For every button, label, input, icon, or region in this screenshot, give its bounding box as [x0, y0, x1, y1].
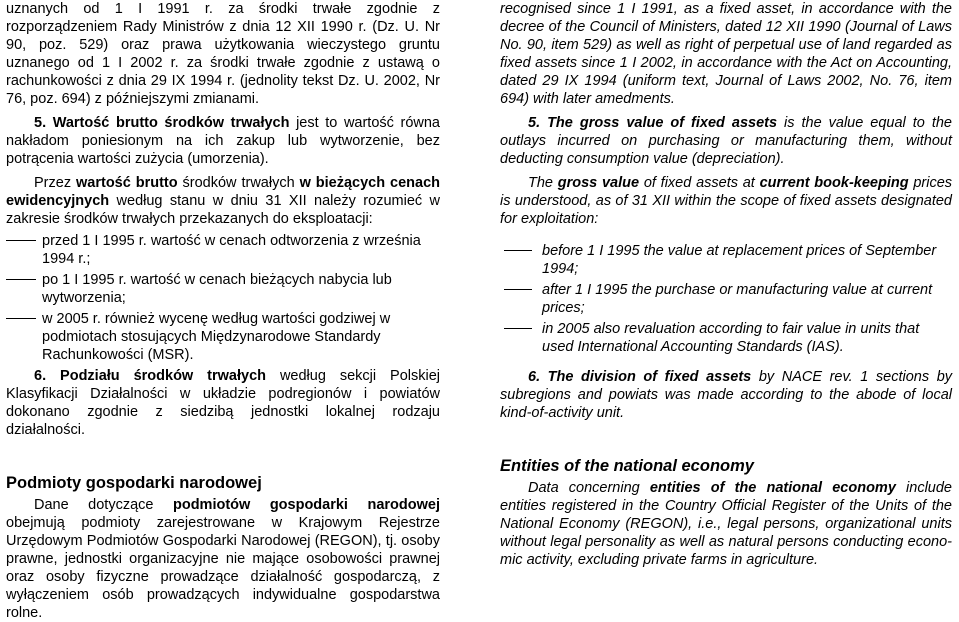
section-title-pl: Podmioty gospodarki narodowej: [6, 474, 262, 492]
gross-value-definition-en: [500, 114, 952, 168]
bold-run: podmiotów gospodarki narodowej: [172, 497, 440, 513]
gross-value-definition-pl: [6, 114, 440, 168]
list-item-text: before 1 I 1995 the value at replacement prices of September 1994;: [542, 243, 937, 277]
text-run: The: [528, 175, 558, 191]
list-item-text: after 1 I 1995 the purchase or manufacturing value at current prices;: [542, 282, 933, 316]
section-title-en: Entities of the national economy: [500, 457, 754, 475]
list-item-text: po 1 I 1995 r. wartość w cenach bieżących nabycia lub wytworzenia;: [42, 272, 392, 306]
dash-bullet: [6, 279, 36, 280]
bold-run: entities of the national economy: [649, 480, 896, 496]
text-run: środków trwałych: [177, 175, 300, 191]
division-paragraph-pl: [6, 367, 440, 439]
bold-run: current book-keeping: [759, 175, 909, 191]
dash-bullet: [504, 328, 532, 329]
text-run: Data concerning: [528, 480, 650, 496]
text-run: według sekcji Polskiej Klasyfikacji Działalności w układzie podregionów i powiatów dokonano zgodnie z siedzibą jednostki lokalnej rodzaju działalności.: [6, 368, 440, 438]
current-prices-paragraph-pl: [6, 174, 440, 228]
division-paragraph-en: [500, 368, 952, 422]
text-run: Dane dotyczące: [34, 497, 173, 513]
list-item-text: przed 1 I 1995 r. wartość w cenach odtworzenia z września 1994 r.;: [42, 233, 421, 267]
list-item-text: w 2005 r. również wycenę według wartości godziwej w podmiotach stosujących Międzynarodowe Standardy Rachunkowości (MSR).: [42, 311, 391, 363]
intro-paragraph-en: recognised since 1 I 1991, as a fixed asset, in accordance with the decree of the Council of Ministers, dated 12 XII 1990 (Journal of Laws No. 90, item 529) as well as right of perpetual use of land regarded as fixed assets since 1 I 2002, in accordance with the Act on Accounting, dated 29 IX 1994 (uniform text, Journal of Laws 2002, No. 76, item 694) with later amedments.: [500, 1, 952, 107]
english-column: [500, 0, 952, 569]
dash-bullet: [6, 318, 36, 319]
dash-bullet: [504, 250, 532, 251]
list-item: [500, 281, 952, 317]
gross-value-text-pl: jest to wartość równa nakładom poniesionym na ich zakup lub wytworzenie, bez potrącenia wartości zużycia (umorzenia).: [6, 115, 440, 167]
polish-column: [6, 0, 440, 622]
text-run: by NACE rev. 1 sections by subregions and powiats was made according to the abode of local kind-of-activity unit.: [500, 369, 953, 421]
entities-paragraph-en: [500, 479, 952, 569]
entities-paragraph-pl: [6, 496, 440, 622]
list-item: [6, 232, 440, 268]
bold-run: gross value: [557, 175, 640, 191]
text-run: obejmują podmioty zarejestrowane w Krajowym Rejestrze Urzędowym Podmiotów Gospodarki Narodowej (REGON), tj. osoby prawne, jednostki organizacyjne nie mające osobowości prawnej oraz osoby fizyczne prowadzące działalność gospodarczą, z wyłączeniem osób prowadzących indywidualne gospodarstwa rolne.: [6, 515, 440, 621]
list-item: [6, 310, 440, 364]
text-run: include entities registered in the Country Official Register of the Units of the National Economy (REGON), i.e., legal persons, organizational units without legal personality as well as natural persons conducting econo-mic activity, excluding private farms in agriculture.: [500, 480, 952, 568]
text-run: według stanu w dniu 31 XII należy rozumieć w zakresie środków trwałych przekazanych do eksploatacji:: [6, 193, 440, 227]
valuation-list-en: [500, 242, 952, 356]
list-item: [500, 320, 952, 356]
text-run: of fixed assets at: [639, 175, 760, 191]
intro-paragraph-pl: uznanych od 1 I 1991 r. za środki trwałe zgodnie z rozporządzeniem Rady Ministrów z dnia 12 XII 1990 r. (Dz. U. Nr 90, poz. 529) oraz prawa użytkowania wieczystego gruntu uznanego od 1 I 2002 r. za środki trwałe zgodnie z ustawą o rachunkowości z dnia 29 IX 1994 r. (jednolity tekst Dz. U. 2002, Nr 76, poz. 694) z późniejszymi zmianami.: [6, 1, 440, 107]
list-item: [500, 242, 952, 278]
bold-run: 6. Podziału środków trwałych: [34, 368, 266, 384]
dash-bullet: [6, 240, 36, 241]
gross-value-heading-pl: 5. Wartość brutto środków trwałych: [34, 115, 290, 131]
bold-run: 6. The division of fixed assets: [528, 369, 752, 385]
gross-value-text-en: is the value equal to the outlays incurred on purchasing or manufacturing them, without deducting consumption value (depreciation).: [500, 115, 952, 167]
dash-bullet: [504, 289, 532, 290]
text-run: prices is understood, as of 31 XII within the scope of fixed assets designated for exploitation:: [500, 175, 953, 227]
current-prices-paragraph-en: [500, 174, 952, 228]
valuation-list-pl: [6, 232, 440, 364]
list-item: [6, 271, 440, 307]
gross-value-heading-en: 5. The gross value of fixed assets: [528, 115, 778, 131]
text-run: Przez: [34, 175, 76, 191]
bold-run: wartość brutto: [76, 175, 178, 191]
list-item-text: in 2005 also revaluation according to fair value in units that used International Accounting Standards (IAS).: [542, 321, 920, 355]
bold-run: w bieżących cenach ewidencyjnych: [6, 175, 441, 209]
